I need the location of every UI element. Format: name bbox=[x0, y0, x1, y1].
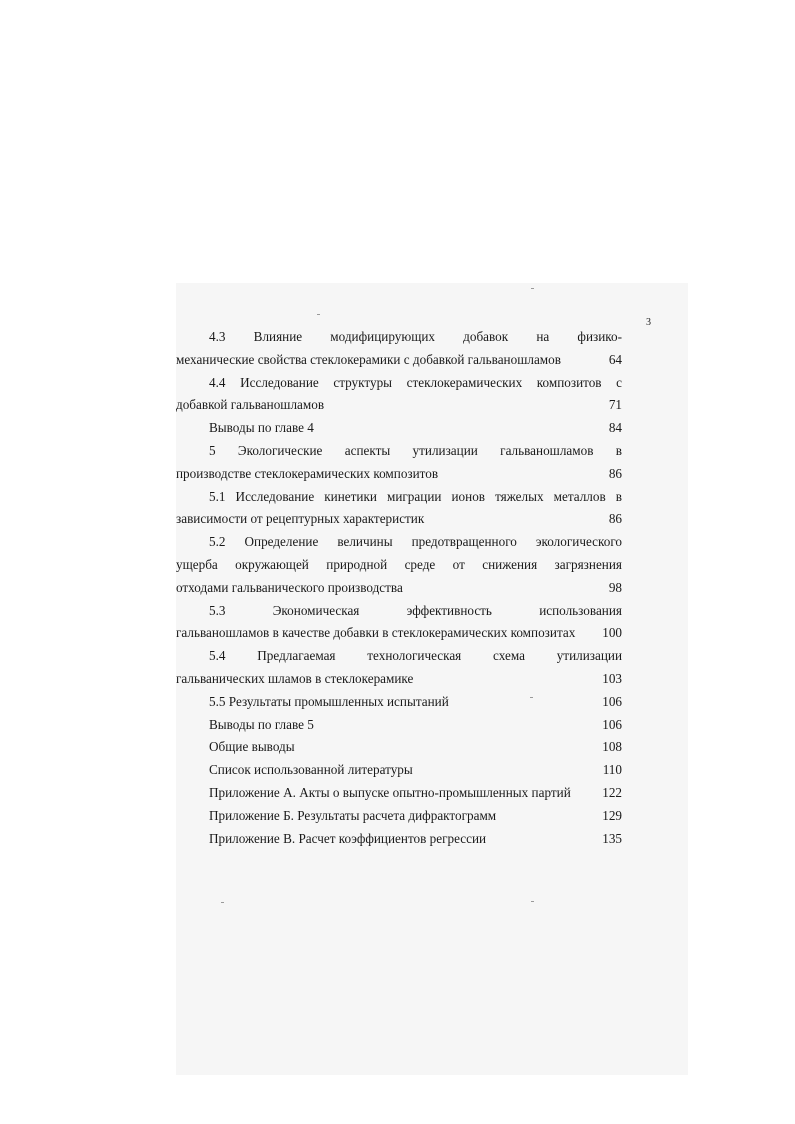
toc-entry-5-line-2 bbox=[176, 463, 622, 486]
toc-entry-4-3-line-2 bbox=[176, 349, 622, 372]
toc-line-text: 5.5 Результаты промышленных испытаний bbox=[209, 693, 449, 709]
toc-page-number: 135 bbox=[602, 830, 622, 846]
toc-page-number: 103 bbox=[602, 670, 622, 686]
toc-line-text: гальваношламов в качестве добавки в стеклокерамических композитах bbox=[176, 625, 576, 641]
toc-entry-5-2-line-3 bbox=[176, 577, 622, 600]
toc-entry-5-3-line-2 bbox=[176, 622, 622, 645]
toc-line-text: гальванических шламов в стеклокерамике bbox=[176, 670, 414, 686]
toc-page-number: 106 bbox=[602, 693, 622, 709]
toc-line-text: производстве стеклокерамических композитов bbox=[176, 465, 439, 481]
toc-page-number: 84 bbox=[608, 420, 622, 436]
scan-speck bbox=[531, 288, 534, 289]
toc-entry-5-3-line-1: 5.3 Экономическая эффективность использования bbox=[209, 602, 622, 618]
toc-entry-5-5 bbox=[209, 691, 622, 714]
scan-speck bbox=[317, 314, 320, 315]
toc-page-number: 108 bbox=[602, 739, 622, 755]
toc-line-text: механические свойства стеклокерамики с добавкой гальваношламов bbox=[176, 351, 561, 367]
toc-entry-conclusions-4 bbox=[209, 417, 622, 440]
toc-entry-general-conclusions bbox=[209, 736, 622, 759]
toc-page-number: 71 bbox=[608, 397, 622, 413]
toc-entry-5-1-line-1: 5.1 Исследование кинетики миграции ионов тяжелых металлов в bbox=[209, 488, 622, 504]
toc-line-text: Выводы по главе 4 bbox=[209, 420, 314, 436]
toc-line-text: Список использованной литературы bbox=[209, 762, 413, 778]
toc-page-number: 98 bbox=[608, 579, 622, 595]
toc-page-number: 64 bbox=[608, 351, 622, 367]
toc-entry-appendix-v bbox=[209, 828, 622, 851]
toc-entry-5-1-line-2 bbox=[176, 508, 622, 531]
toc-line-text: Общие выводы bbox=[209, 739, 295, 755]
toc-entry-appendix-a bbox=[209, 782, 622, 805]
toc-line-text: зависимости от рецептурных характеристик bbox=[176, 511, 425, 527]
toc-entry-references bbox=[209, 759, 622, 782]
toc-entry-5-2-line-1: 5.2 Определение величины предотвращенного экологического bbox=[209, 534, 622, 550]
toc-entry-4-4-line-1: 4.4 Исследование структуры стеклокерамических композитов с bbox=[209, 374, 622, 390]
toc-page-number: 122 bbox=[602, 784, 622, 800]
toc-page-number: 110 bbox=[602, 762, 622, 778]
toc-entry-5-4-line-1: 5.4 Предлагаемая технологическая схема утилизации bbox=[209, 648, 622, 664]
toc-entry-4-4-line-2 bbox=[176, 394, 622, 417]
toc-line-text: Приложение Б. Результаты расчета дифрактограмм bbox=[209, 807, 497, 823]
toc-line-text: добавкой гальваношламов bbox=[176, 397, 325, 413]
toc-line-text: Приложение В. Расчет коэффициентов регрессии bbox=[209, 830, 487, 846]
table-of-contents bbox=[176, 326, 622, 850]
page-number: 3 bbox=[646, 317, 651, 328]
toc-page-number: 129 bbox=[602, 807, 622, 823]
toc-entry-5-2-line-2: ущерба окружающей природной среде от снижения загрязнения bbox=[176, 556, 622, 572]
toc-page-number: 100 bbox=[602, 625, 622, 641]
toc-page-number: 86 bbox=[608, 511, 622, 527]
toc-page-number: 86 bbox=[608, 465, 622, 481]
scan-speck bbox=[531, 901, 534, 902]
toc-entry-conclusions-5 bbox=[209, 714, 622, 737]
toc-line-text: отходами гальванического производства bbox=[176, 579, 403, 595]
toc-page-number: 106 bbox=[602, 716, 622, 732]
toc-entry-5-line-1: 5 Экологические аспекты утилизации гальваношламов в bbox=[209, 442, 622, 458]
toc-line-text: Приложение А. Акты о выпуске опытно-промышленных партий bbox=[209, 784, 571, 800]
scan-speck bbox=[221, 902, 224, 903]
toc-entry-5-4-line-2 bbox=[176, 668, 622, 691]
toc-entry-4-3-line-1: 4.3 Влияние модифицирующих добавок на физико- bbox=[209, 329, 622, 344]
toc-entry-appendix-b bbox=[209, 805, 622, 828]
toc-line-text: Выводы по главе 5 bbox=[209, 716, 314, 732]
